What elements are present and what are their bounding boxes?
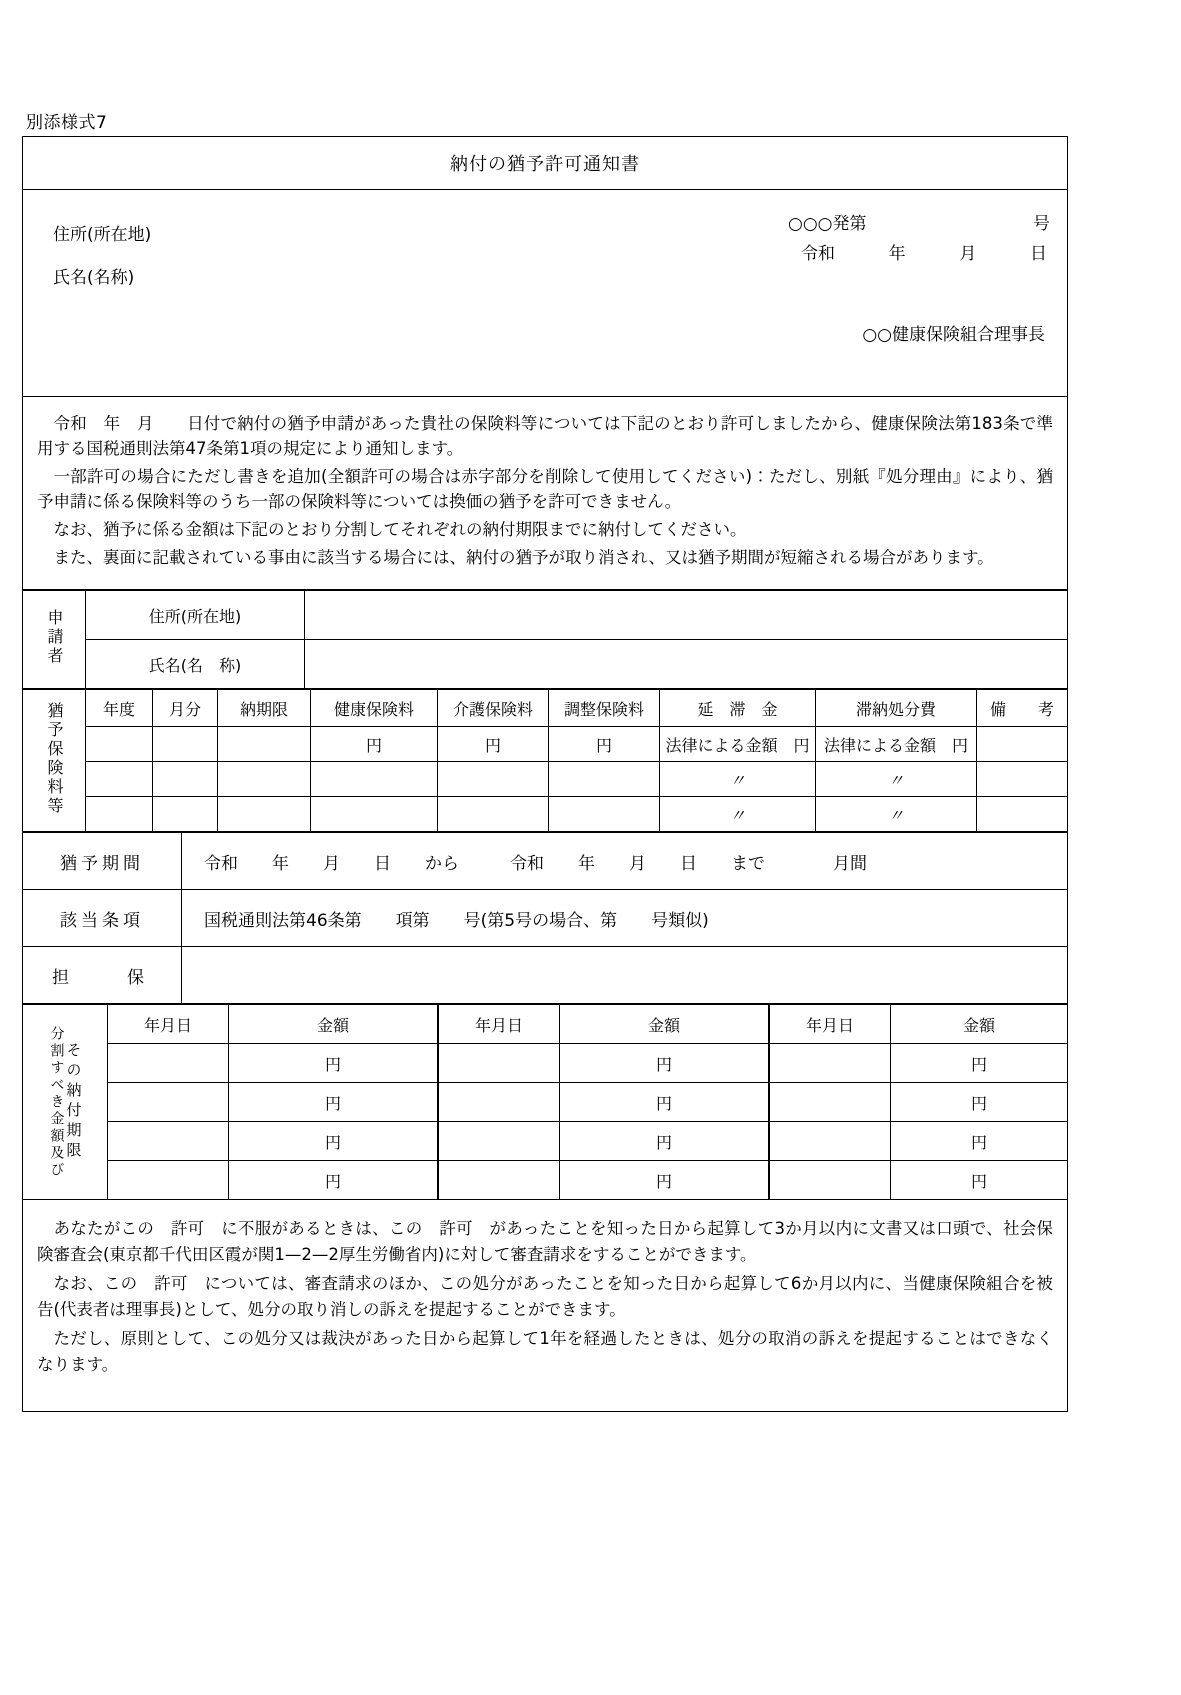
appeal-paragraph-2: なお、この 許可 については、審査請求のほか、この処分があったことを知った日から起算して6か月以内に、当健康保険組合を被告(代表者は理事長)として、処分の取り消しの訴えを提起することができます。 xyxy=(37,1274,1053,1319)
installment-col-date-2: 年月日 xyxy=(438,1005,560,1044)
installment-cell-amount[interactable]: 円 xyxy=(891,1044,1068,1083)
collateral-value[interactable] xyxy=(182,947,1068,1004)
premium-cell-chosei[interactable]: 円 xyxy=(549,727,660,762)
installment-cell-date[interactable] xyxy=(769,1161,891,1200)
installment-cell-date[interactable] xyxy=(438,1083,560,1122)
date-month: 月 xyxy=(959,244,977,264)
premium-cell-kenko[interactable] xyxy=(311,762,438,797)
premium-cell-entai[interactable]: 〃 xyxy=(660,762,816,797)
installment-cell-date[interactable] xyxy=(108,1083,229,1122)
installment-schedule-table xyxy=(23,1004,1067,1200)
installment-col-amount-3: 金額 xyxy=(891,1005,1068,1044)
deferral-period-value[interactable]: 令和 年 月 日 から 令和 年 月 日 まで 月間 xyxy=(182,833,1068,890)
installment-cell-date[interactable] xyxy=(769,1122,891,1161)
premium-col-kaigo: 介護保険料 xyxy=(438,690,549,727)
premium-cell-nendo[interactable] xyxy=(86,797,153,832)
premium-cell-nendo[interactable] xyxy=(86,727,153,762)
date-day: 日 xyxy=(1029,244,1047,264)
premium-cell-biko[interactable] xyxy=(977,762,1068,797)
premium-col-tainou: 滞納処分費 xyxy=(816,690,977,727)
installment-cell-amount[interactable]: 円 xyxy=(560,1122,770,1161)
installment-cell-date[interactable] xyxy=(108,1044,229,1083)
deferral-period-row xyxy=(23,833,1067,890)
premium-cell-kenko[interactable]: 円 xyxy=(311,727,438,762)
premium-col-entai: 延 滞 金 xyxy=(660,690,816,727)
table-row xyxy=(23,762,1067,797)
deferral-period-label: 猶予期間 xyxy=(23,833,182,890)
table-row xyxy=(23,1083,1067,1122)
appeal-notice-block xyxy=(23,1200,1067,1411)
premium-cell-tainou[interactable]: 〃 xyxy=(816,797,977,832)
premium-cell-nokigen[interactable] xyxy=(218,797,311,832)
issuer-name: ○○健康保険組合理事長 xyxy=(862,325,1045,345)
installment-cell-amount[interactable]: 円 xyxy=(229,1122,439,1161)
premium-cell-biko[interactable] xyxy=(977,727,1068,762)
document-number-suffix: 号 xyxy=(1033,214,1050,234)
table-row xyxy=(23,1044,1067,1083)
applicant-address-row xyxy=(23,591,1067,640)
premium-cell-nendo[interactable] xyxy=(86,762,153,797)
premium-cell-entai[interactable]: 法律による金額 円 xyxy=(660,727,816,762)
premium-vertical-label: 猶予保険料等 xyxy=(23,690,86,832)
collateral-row xyxy=(23,947,1067,1004)
provision-value[interactable]: 国税通則法第46条第 項第 号(第5号の場合、第 号類似) xyxy=(182,890,1068,947)
installment-header-row xyxy=(23,1005,1067,1044)
body-paragraph-2: 一部許可の場合にただし書きを追加(全額許可の場合は赤字部分を削除して使用してください)：ただし、別紙『処分理由』により、猶予申請に係る保険料等のうち一部の保険料等については換価の猶予を許可できません。 xyxy=(37,467,1053,511)
premium-cell-chosei[interactable] xyxy=(549,762,660,797)
premium-col-nokigen: 納期限 xyxy=(218,690,311,727)
installment-cell-amount[interactable]: 円 xyxy=(560,1083,770,1122)
table-row xyxy=(23,797,1067,832)
premium-cell-tainou[interactable]: 法律による金額 円 xyxy=(816,727,977,762)
body-paragraph-4: また、裏面に記載されている事由に該当する場合には、納付の猶予が取り消され、又は猶予期間が短縮される場合があります。 xyxy=(53,548,994,567)
provision-label: 該当条項 xyxy=(23,890,182,947)
installment-cell-date[interactable] xyxy=(769,1044,891,1083)
document-number-line xyxy=(788,209,1050,234)
installment-cell-amount[interactable]: 円 xyxy=(891,1122,1068,1161)
premium-cell-kaigo[interactable]: 円 xyxy=(438,727,549,762)
installment-vertical-label xyxy=(23,1005,108,1200)
table-row xyxy=(23,727,1067,762)
body-paragraph-3: なお、猶予に係る金額は下記のとおり分割してそれぞれの納付期限までに納付してください。 xyxy=(53,520,747,539)
installment-cell-amount[interactable]: 円 xyxy=(229,1161,439,1200)
premium-cell-getsubun[interactable] xyxy=(153,797,218,832)
table-row xyxy=(23,1122,1067,1161)
installment-cell-date[interactable] xyxy=(108,1122,229,1161)
deferred-premium-table xyxy=(23,689,1067,832)
title-band xyxy=(23,137,1067,190)
premium-col-chosei: 調整保険料 xyxy=(549,690,660,727)
applicant-name-label: 氏名(名 称) xyxy=(86,640,305,689)
applicant-vertical-label: 申請者 xyxy=(23,591,86,689)
premium-col-biko: 備 考 xyxy=(977,690,1068,727)
premium-cell-getsubun[interactable] xyxy=(153,762,218,797)
premium-header-row xyxy=(23,690,1067,727)
installment-cell-amount[interactable]: 円 xyxy=(891,1083,1068,1122)
applicant-name-row xyxy=(23,640,1067,689)
premium-cell-kaigo[interactable] xyxy=(438,797,549,832)
installment-cell-date[interactable] xyxy=(769,1083,891,1122)
premium-col-getsubun: 月分 xyxy=(153,690,218,727)
installment-cell-date[interactable] xyxy=(438,1161,560,1200)
installment-cell-amount[interactable]: 円 xyxy=(229,1044,439,1083)
applicant-address-label: 住所(所在地) xyxy=(86,591,305,640)
installment-col-date-1: 年月日 xyxy=(108,1005,229,1044)
premium-col-kenko: 健康保険料 xyxy=(311,690,438,727)
premium-cell-kenko[interactable] xyxy=(311,797,438,832)
form-frame xyxy=(22,136,1068,1412)
applicant-address-value[interactable] xyxy=(305,591,1068,640)
provision-row xyxy=(23,890,1067,947)
installment-cell-date[interactable] xyxy=(438,1044,560,1083)
premium-col-nendo: 年度 xyxy=(86,690,153,727)
premium-cell-tainou[interactable]: 〃 xyxy=(816,762,977,797)
document-date-line xyxy=(793,239,1047,264)
body-paragraph-1: 令和 年 月 日付で納付の猶予申請があった貴社の保険料等については下記のとおり許可しましたから、健康保険法第183条で準用する国税通則法第47条第1項の規定により通知します。 xyxy=(37,414,1053,458)
installment-cell-amount[interactable]: 円 xyxy=(229,1083,439,1122)
premium-cell-nokigen[interactable] xyxy=(218,727,311,762)
collateral-label: 担 保 xyxy=(23,947,182,1004)
date-year: 年 xyxy=(888,244,906,264)
appeal-paragraph-3: ただし、原則として、この処分又は裁決があった日から起算して1年を経過したときは、処分の取消の訴えを提起することはできなくなります。 xyxy=(37,1329,1053,1374)
installment-col-amount-2: 金額 xyxy=(560,1005,770,1044)
installment-cell-amount[interactable]: 円 xyxy=(891,1161,1068,1200)
installment-cell-amount[interactable]: 円 xyxy=(560,1044,770,1083)
recipient-address-label: 住所(所在地) xyxy=(53,225,152,245)
applicant-table xyxy=(23,590,1067,689)
page-title: 納付の猶予許可通知書 xyxy=(450,154,640,175)
premium-cell-biko[interactable] xyxy=(977,797,1068,832)
installment-vlabel-inner: 分割すべき金額及び xyxy=(48,1025,65,1179)
installment-col-amount-1: 金額 xyxy=(229,1005,439,1044)
letterhead-block xyxy=(23,190,1067,397)
applicant-name-value[interactable] xyxy=(305,640,1068,689)
premium-cell-kaigo[interactable] xyxy=(438,762,549,797)
installment-col-date-3: 年月日 xyxy=(769,1005,891,1044)
installment-vlabel-outer: その納付期限 xyxy=(64,1042,83,1162)
form-number: 別添様式7 xyxy=(26,113,108,133)
body-paragraphs xyxy=(23,397,1067,590)
premium-cell-nokigen[interactable] xyxy=(218,762,311,797)
document-number-prefix: ○○○発第 xyxy=(788,214,867,234)
recipient-name-label: 氏名(名称) xyxy=(53,268,135,288)
period-provision-table xyxy=(23,832,1067,1004)
date-era: 令和 xyxy=(801,244,835,264)
installment-cell-amount[interactable]: 円 xyxy=(560,1161,770,1200)
appeal-paragraph-1: あなたがこの 許可 に不服があるときは、この 許可 があったことを知った日から起算して3か月以内に文書又は口頭で、社会保険審査会(東京都千代田区霞が関1—2—2厚生労働省内)に対して審査請求をすることができます。 xyxy=(37,1219,1053,1264)
installment-cell-date[interactable] xyxy=(438,1122,560,1161)
premium-cell-entai[interactable]: 〃 xyxy=(660,797,816,832)
table-row xyxy=(23,1161,1067,1200)
premium-cell-getsubun[interactable] xyxy=(153,727,218,762)
premium-cell-chosei[interactable] xyxy=(549,797,660,832)
installment-cell-date[interactable] xyxy=(108,1161,229,1200)
